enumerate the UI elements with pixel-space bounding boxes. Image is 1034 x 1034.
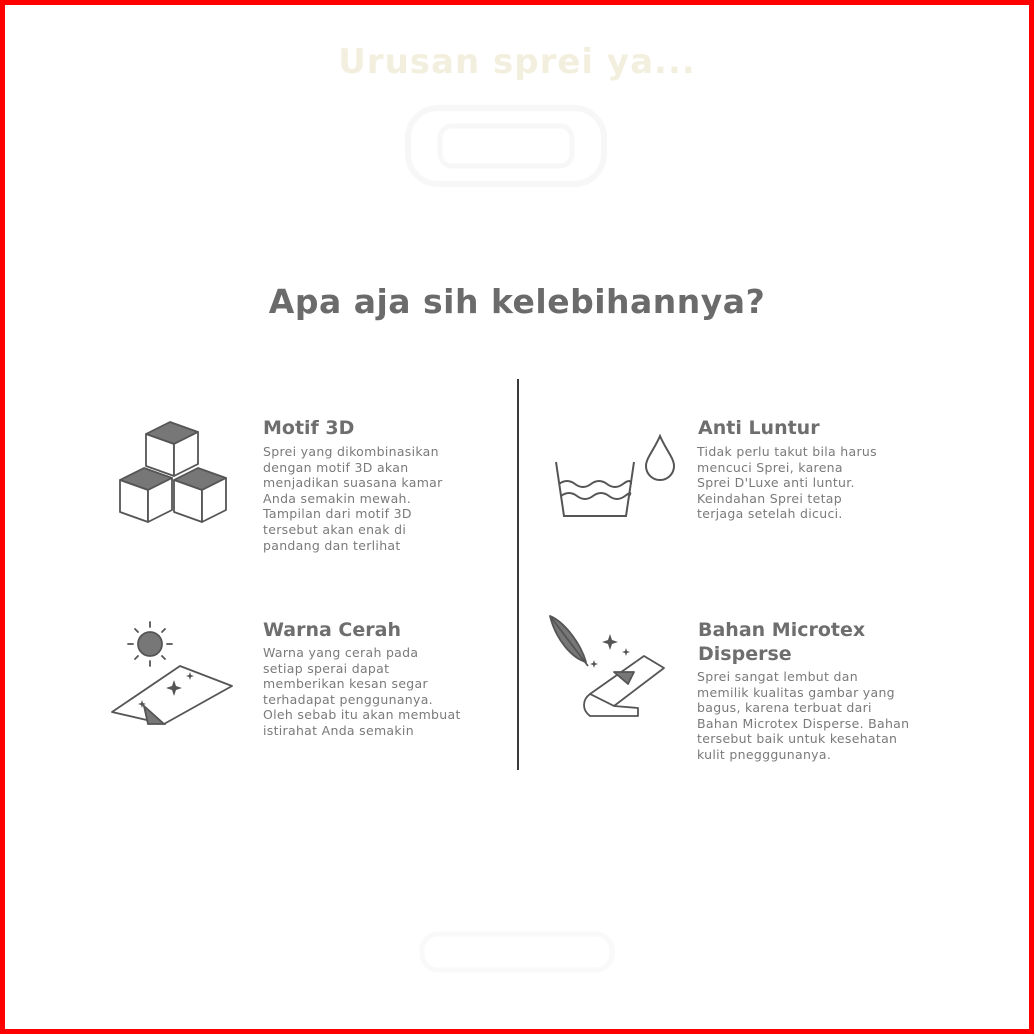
faded-logo-watermark <box>400 98 612 192</box>
faded-bottom-watermark <box>412 920 622 984</box>
feature-title-anti-luntur: Anti Luntur <box>698 417 820 439</box>
feature-desc-warna-cerah: Warna yang cerah pada setiap sperai dapat memberikan kesan segar terhadapat penggunanya. Oleh sebab itu akan membuat istirahat Anda semakin <box>263 645 461 738</box>
column-divider <box>517 379 519 770</box>
feature-desc-bahan-microtex: Sprei sangat lembut dan memilik kualitas gambar yang bagus, karena terbuat dari Bahan Microtex Disperse. Bahan tersebut baik untuk kesehatan kulit pnegggunanya. <box>697 669 910 762</box>
water-basin-drop-icon <box>550 432 680 524</box>
feature-desc-anti-luntur: Tidak perlu takut bila harus mencuci Sprei, karena Sprei D'Luxe anti luntur. Keindahan Sprei tetap terjaga setelah dicuci. <box>697 444 877 522</box>
cubes-icon <box>116 418 228 526</box>
feature-title-warna-cerah: Warna Cerah <box>263 619 401 641</box>
page-heading: Apa aja sih kelebihannya? <box>268 282 766 321</box>
feature-title-motif-3d: Motif 3D <box>263 417 355 439</box>
faded-header-title: Urusan sprei ya... <box>338 42 696 82</box>
feather-fabric-icon <box>544 612 668 722</box>
feature-title-bahan-microtex: Bahan Microtex Disperse <box>698 619 866 665</box>
feature-desc-motif-3d: Sprei yang dikombinasikan dengan motif 3D akan menjadikan suasana kamar Anda semakin mewah. Tampilan dari motif 3D tersebut akan enak di pandang dan terlihat <box>263 444 443 553</box>
sun-sheet-icon <box>108 620 236 730</box>
